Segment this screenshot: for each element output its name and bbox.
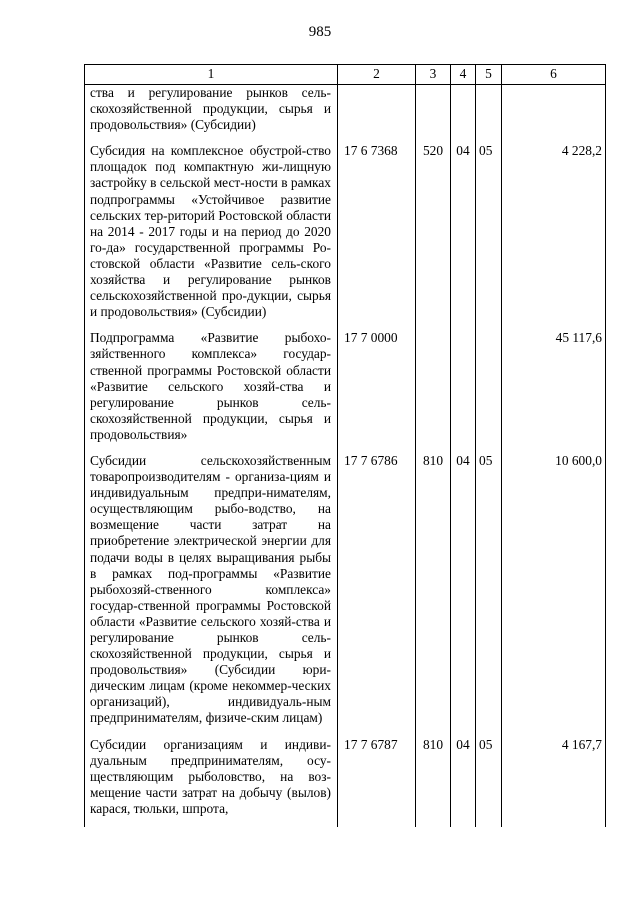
subsection-code [476,85,502,144]
item-name: Подпрограмма «Развитие рыбохо-зяйственного комплекса» государ-ственной программы Ростовской области «Развитие сельского хозяй-ства и регулирование рынков сель-скохозяйственной продукции, сырья и продовольствия» [85,330,338,453]
target-article-code: 17 7 0000 [338,330,416,453]
section-code [451,330,476,453]
table-row [85,143,606,330]
section-code [451,85,476,144]
table-header-row [85,65,606,85]
expense-type-code [416,330,451,453]
table-row [85,737,606,827]
item-name: Субсидии организациям и индиви-дуальным предпринимателям, осу-ществляющим рыболовство, на воз-мещение части затрат на добычу (вылов) карася, тюльки, шпрота, [85,737,338,827]
section-code: 04 [451,143,476,330]
subsection-code: 05 [476,453,502,737]
expense-type-code: 810 [416,453,451,737]
item-name: Субсидия на комплексное обустрой-ство площадок под компактную жи-лищную застройку в сельской мест-ности в рамках подпрограммы «Устойчивое развитие сельских тер-риторий Ростовской области на 2014 - 2017 годы и на период до 2020 го-да» государственной программы Ро-стовской области «Развитие сель-ского хозяйства и регулирование рынков сельскохозяйственной про-дукции, сырья и продовольствия» (Субсидии) [85,143,338,330]
target-article-code: 17 7 6786 [338,453,416,737]
expense-type-code: 810 [416,737,451,827]
expense-type-code: 520 [416,143,451,330]
budget-table [84,64,606,827]
amount: 4 167,7 [502,737,606,827]
amount: 45 117,6 [502,330,606,453]
table-row [85,85,606,144]
column-header: 2 [338,65,416,85]
item-name: ства и регулирование рынков сель-скохозяйственной продукции, сырья и продовольствия» (Субсидии) [85,85,338,144]
table-row [85,330,606,453]
column-header: 4 [451,65,476,85]
column-header: 3 [416,65,451,85]
target-article-code [338,85,416,144]
subsection-code [476,330,502,453]
page-number: 985 [308,24,332,40]
section-code: 04 [451,737,476,827]
subsection-code: 05 [476,143,502,330]
column-header: 6 [502,65,606,85]
subsection-code: 05 [476,737,502,827]
column-header: 5 [476,65,502,85]
amount [502,85,606,144]
table-row [85,453,606,737]
item-name: Субсидии сельскохозяйственным товаропроизводителям - организа-циям и индивидуальным предпри-нимателям, осуществляющим рыбо-водство, на возмещение части затрат на приобретение электрической энергии для подачи воды в целях выращивания рыбы в рамках под-программы «Развитие рыбохозяй-ственного комплекса» государ-ственной программы Ростовской области «Развитие сельского хозяй-ства и регулирование рынков сель-скохозяйственной продукции, сырья и продовольствия» (Субсидии юри-дическим лицам (кроме некоммер-ческих организаций), индивидуаль-ным предпринимателям, физиче-ским лицам) [85,453,338,737]
amount: 4 228,2 [502,143,606,330]
amount: 10 600,0 [502,453,606,737]
target-article-code: 17 7 6787 [338,737,416,827]
target-article-code: 17 6 7368 [338,143,416,330]
section-code: 04 [451,453,476,737]
column-header: 1 [85,65,338,85]
expense-type-code [416,85,451,144]
